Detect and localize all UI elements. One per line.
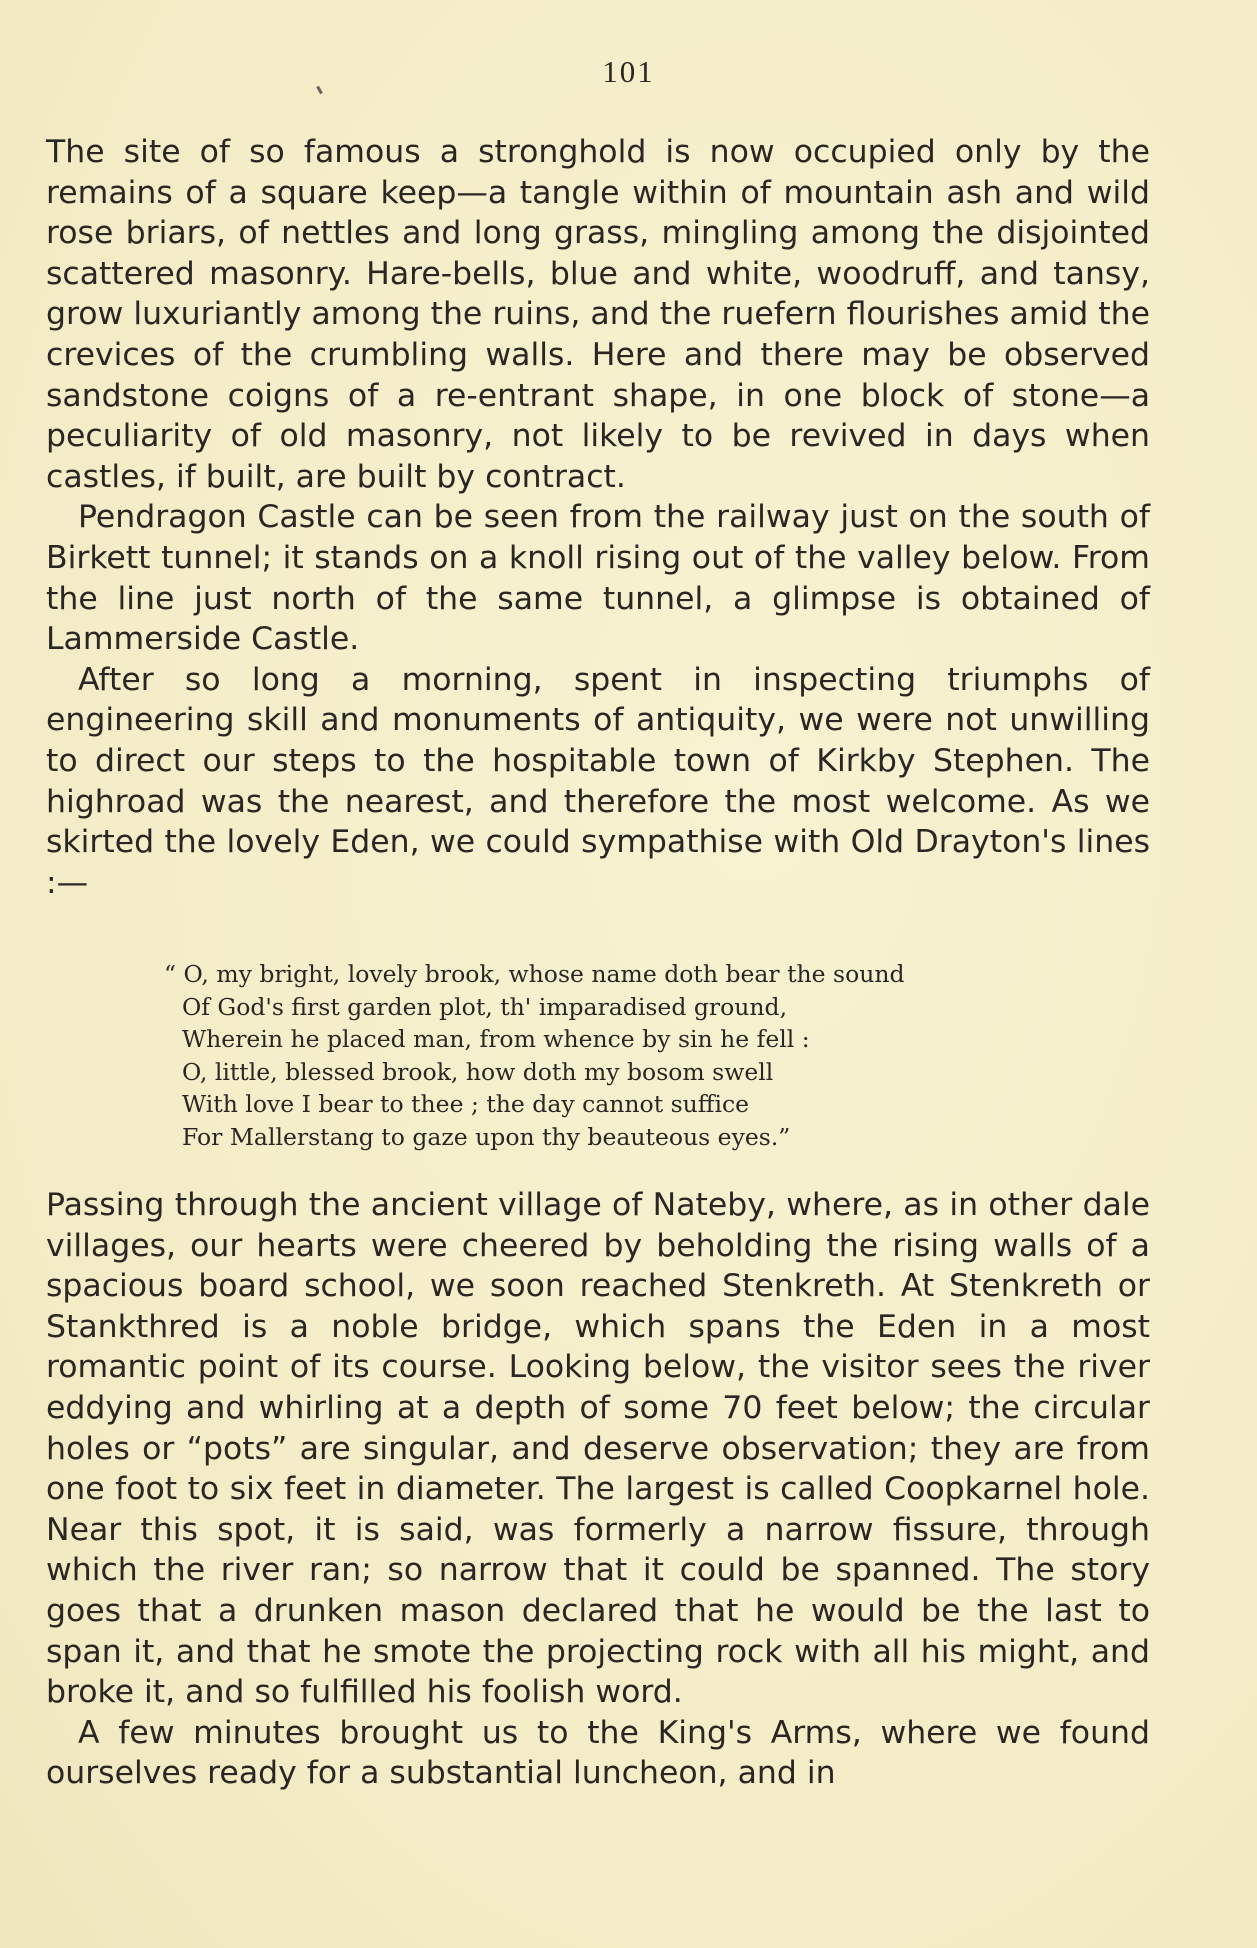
verse-line: Of God's first garden plot, th' imparadised ground, — [182, 992, 788, 1021]
paragraph-pendragon-castle: Pendragon Castle can be seen from the railway just on the south of Birkett tunnel; it stands on a knoll rising out of the valley below. From the line just north of the same tunnel, a glimpse is obtained of Lammerside Castle. — [46, 499, 1150, 658]
text-block-top — [46, 132, 1150, 903]
verse-line: Wherein he placed man, from whence by sin he fell : — [182, 1025, 810, 1054]
paragraph-kirkby-stephen: After so long a morning, spent in inspecting triumphs of engineering skill and monuments of antiquity, we were not unwilling to direct our steps to the hospitable town of Kirkby Stephen. The highroad was the nearest, and therefore the most welcome. As we skirted the lovely Eden, we could sympathise with Old Drayton's lines :— — [46, 661, 1150, 901]
paragraph-stenkreth: Passing through the ancient village of Nateby, where, as in other dale villages, our hearts were cheered by beholding the rising walls of a spacious board school, we soon reached Stenkreth. At Stenkreth or Stankthred is a noble bridge, which spans the Eden in a most romantic point of its course. Looking below, the visitor sees the river eddying and whirling at a depth of some 70 feet below; the circular holes or “pots” are singular, and deserve observation; they are from one foot to six feet in diameter. The largest is called Coopkarnel hole. Near this spot, it is said, was formerly a narrow fissure, through which the river ran; so narrow that it could be spanned. The story goes that a drunken mason declared that he would be the last to span it, and that he smote the projecting rock with all his might, and broke it, and so fulfilled his foolish word. — [46, 1187, 1150, 1711]
verse-line: O, little, blessed brook, how doth my bosom swell — [182, 1057, 774, 1086]
drayton-verse — [164, 958, 1082, 1154]
page-number: 101 — [602, 54, 655, 89]
verse-line: For Mallerstang to gaze upon thy beauteous eyes.” — [182, 1122, 791, 1151]
text-block-bottom — [46, 1185, 1150, 1794]
paragraph-keep-description: The site of so famous a stronghold is now occupied only by the remains of a square keep—a tangle within of mountain ash and wild rose briars, of nettles and long grass, mingling among the disjointed scattered masonry. Hare-bells, blue and white, woodruff, and tansy, grow luxuriantly among the ruins, and the ruefern flourishes amid the crevices of the crumbling walls. Here and there may be observed sandstone coigns of a re-entrant shape, in one block of stone—a peculiarity of old masonry, not likely to be revived in days when castles, if built, are built by contract. — [46, 134, 1150, 495]
verse-line: “ O, my bright, lovely brook, whose name doth bear the sound — [164, 960, 905, 988]
verse-line: With love I bear to thee ; the day cannot suffice — [182, 1090, 750, 1119]
paragraph-kings-arms: A few minutes brought us to the King's Arms, where we found ourselves ready for a substantial luncheon, and in — [46, 1714, 1150, 1792]
